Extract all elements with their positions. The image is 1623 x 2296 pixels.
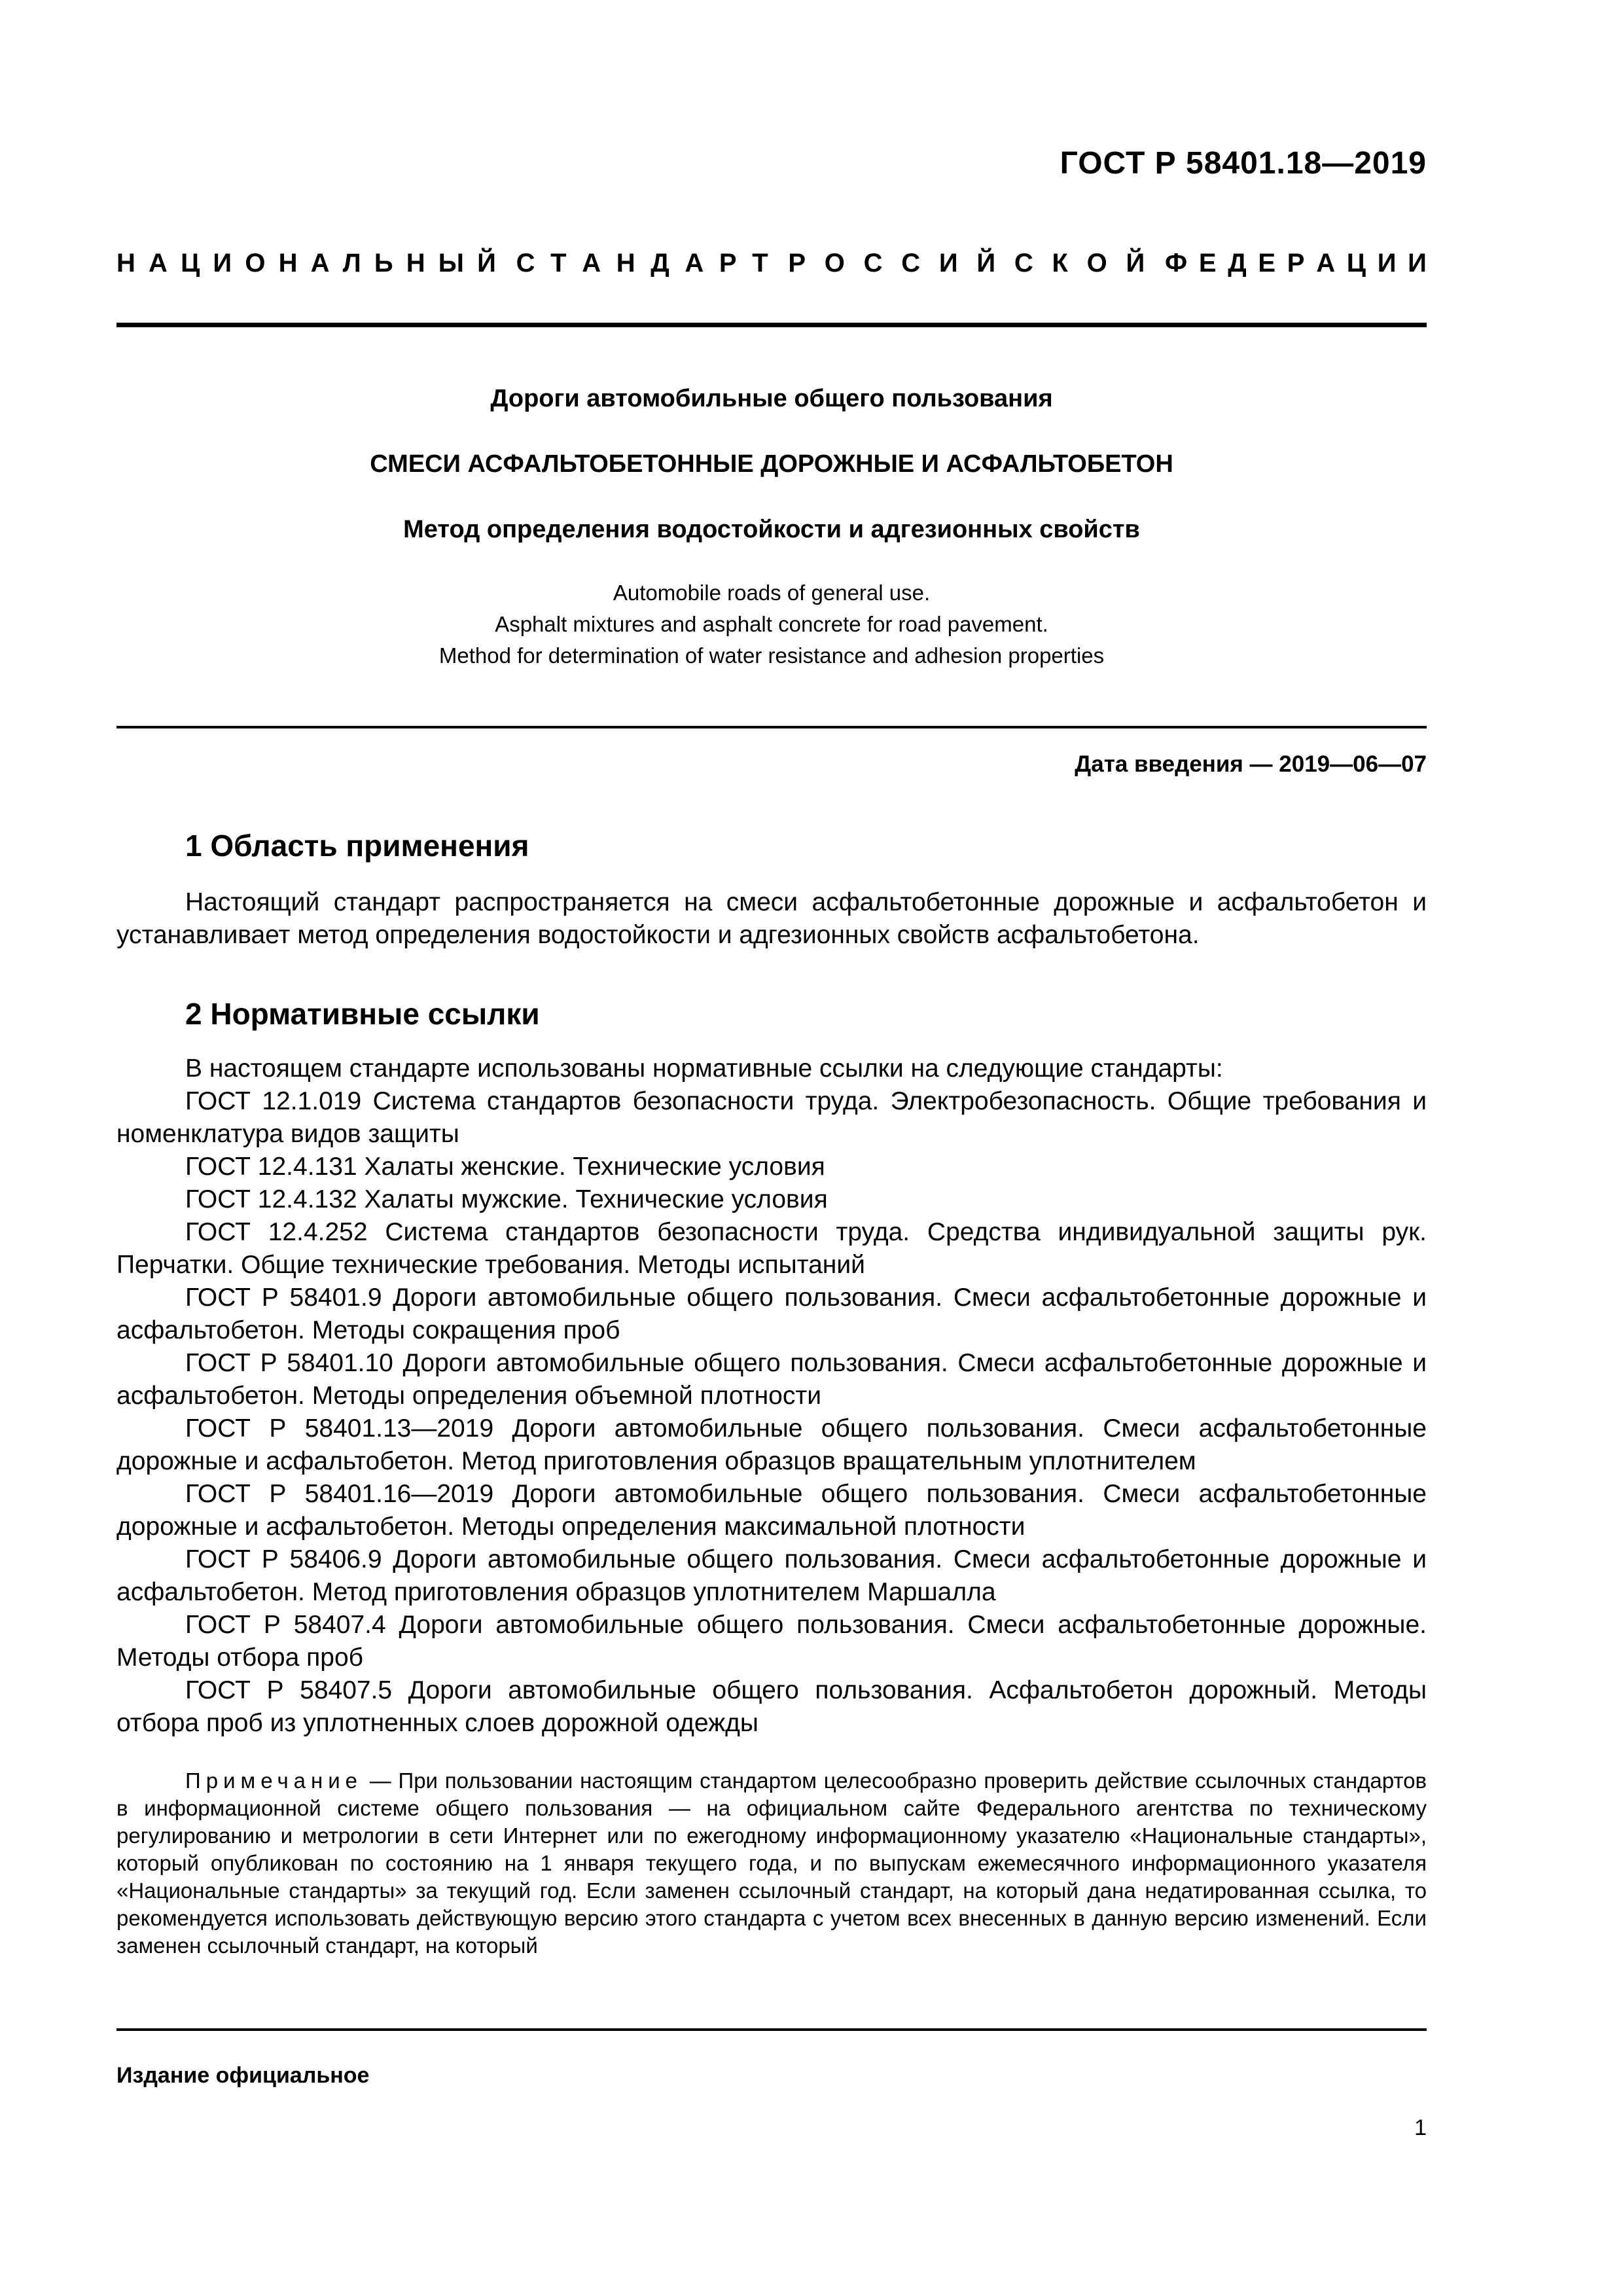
header-divider: [116, 323, 1427, 327]
gost-number: ГОСТ Р 58401.18—2019: [1060, 146, 1427, 181]
normative-references-list: [116, 1052, 1427, 1740]
national-standard-word: Ф Е Д Е Р А Ц И И: [1164, 249, 1427, 278]
introduction-date: Дата введения — 2019—06—07: [1075, 751, 1427, 777]
english-title-line: Method for determination of water resistance and adhesion properties: [438, 643, 1105, 668]
section-1-heading: 1 Область применения: [185, 829, 529, 863]
reference-item: ГОСТ 12.1.019 Система стандартов безопасности труда. Электробезопасность. Общие требования и номенклатура видов защиты: [116, 1087, 1427, 1148]
reference-item: ГОСТ Р 58401.13—2019 Дороги автомобильные общего пользования. Смеси асфальтобетонные дорожные и асфальтобетон. Метод приготовления образцов вращательным уплотнителем: [116, 1414, 1427, 1475]
english-title-line: Asphalt mixtures and asphalt concrete for road pavement.: [495, 612, 1048, 636]
note-text: — При пользовании настоящим стандартом целесообразно проверить действие ссылочных стандартов в информационной системе общего пользования — на официальном сайте Федерального агентства по техническому регулированию и метрологии в сети Интернет или по ежегодному информационному указателю «Национальные стандарты», который опубликован по состоянию на 1 января текущего года, и по выпускам ежемесячного информационного указателя «Национальные стандарты» за текущий год. Если заменен ссылочный стандарт, на который дана недатированная ссылка, то рекомендуется использовать действующую версию этого стандарта с учетом всех внесенных в данную версию изменений. Если заменен ссылочный стандарт, на который: [116, 1768, 1427, 1958]
page-number: 1: [1414, 2115, 1427, 2140]
national-standard-word: Р О С С И Й С К О Й: [788, 249, 1145, 278]
english-title-line: Automobile roads of general use.: [613, 581, 931, 605]
national-standard-word: Н А Ц И О Н А Л Ь Н Ы Й: [116, 249, 496, 278]
reference-item: ГОСТ Р 58407.4 Дороги автомобильные общего пользования. Смеси асфальтобетонные дорожные. Методы отбора проб: [116, 1611, 1427, 1672]
reference-item: ГОСТ Р 58401.16—2019 Дороги автомобильные общего пользования. Смеси асфальтобетонные дорожные и асфальтобетон. Методы определения максимальной плотности: [116, 1480, 1427, 1541]
national-standard-title: [116, 249, 1427, 278]
section-1-text: Настоящий стандарт распространяется на смеси асфальтобетонные дорожные и асфальтобетон и устанавливает метод определения водостойкости и адгезионных свойств асфальтобетона.: [116, 888, 1427, 949]
note-label: Примечание: [185, 1768, 363, 1793]
references-intro: В настоящем стандарте использованы нормативные ссылки на следующие стандарты:: [185, 1054, 1223, 1083]
reference-item: ГОСТ Р 58406.9 Дороги автомобильные общего пользования. Смеси асфальтобетонные дорожные и асфальтобетон. Метод приготовления образцов уплотнителем Маршалла: [116, 1545, 1427, 1606]
footer-divider: [116, 2028, 1427, 2031]
section-2-heading: 2 Нормативные ссылки: [185, 997, 540, 1031]
reference-item: ГОСТ Р 58401.9 Дороги автомобильные общего пользования. Смеси асфальтобетонные дорожные и асфальтобетон. Методы сокращения проб: [116, 1283, 1427, 1344]
references-note: [116, 1767, 1427, 1960]
national-standard-word: С Т А Н Д А Р Т: [516, 249, 768, 278]
official-edition-label: Издание официальное: [116, 2063, 370, 2088]
reference-item: ГОСТ 12.4.252 Система стандартов безопасности труда. Средства индивидуальной защиты рук. Перчатки. Общие технические требования. Методы испытаний: [116, 1218, 1427, 1279]
title-road-category: Дороги автомобильные общего пользования: [490, 385, 1053, 412]
title-subject: СМЕСИ АСФАЛЬТОБЕТОННЫЕ ДОРОЖНЫЕ И АСФАЛЬТОБЕТОН: [370, 450, 1173, 478]
reference-item: ГОСТ Р 58407.5 Дороги автомобильные общего пользования. Асфальтобетон дорожный. Методы отбора проб из уплотненных слоев дорожной одежды: [116, 1676, 1427, 1737]
reference-item: ГОСТ 12.4.131 Халаты женские. Технические условия: [185, 1153, 825, 1181]
reference-item: ГОСТ 12.4.132 Халаты мужские. Технические условия: [185, 1185, 828, 1213]
title-divider: [116, 726, 1427, 728]
title-method: Метод определения водостойкости и адгезионных свойств: [403, 516, 1140, 543]
reference-item: ГОСТ Р 58401.10 Дороги автомобильные общего пользования. Смеси асфальтобетонные дорожные и асфальтобетон. Методы определения объемной плотности: [116, 1349, 1427, 1410]
